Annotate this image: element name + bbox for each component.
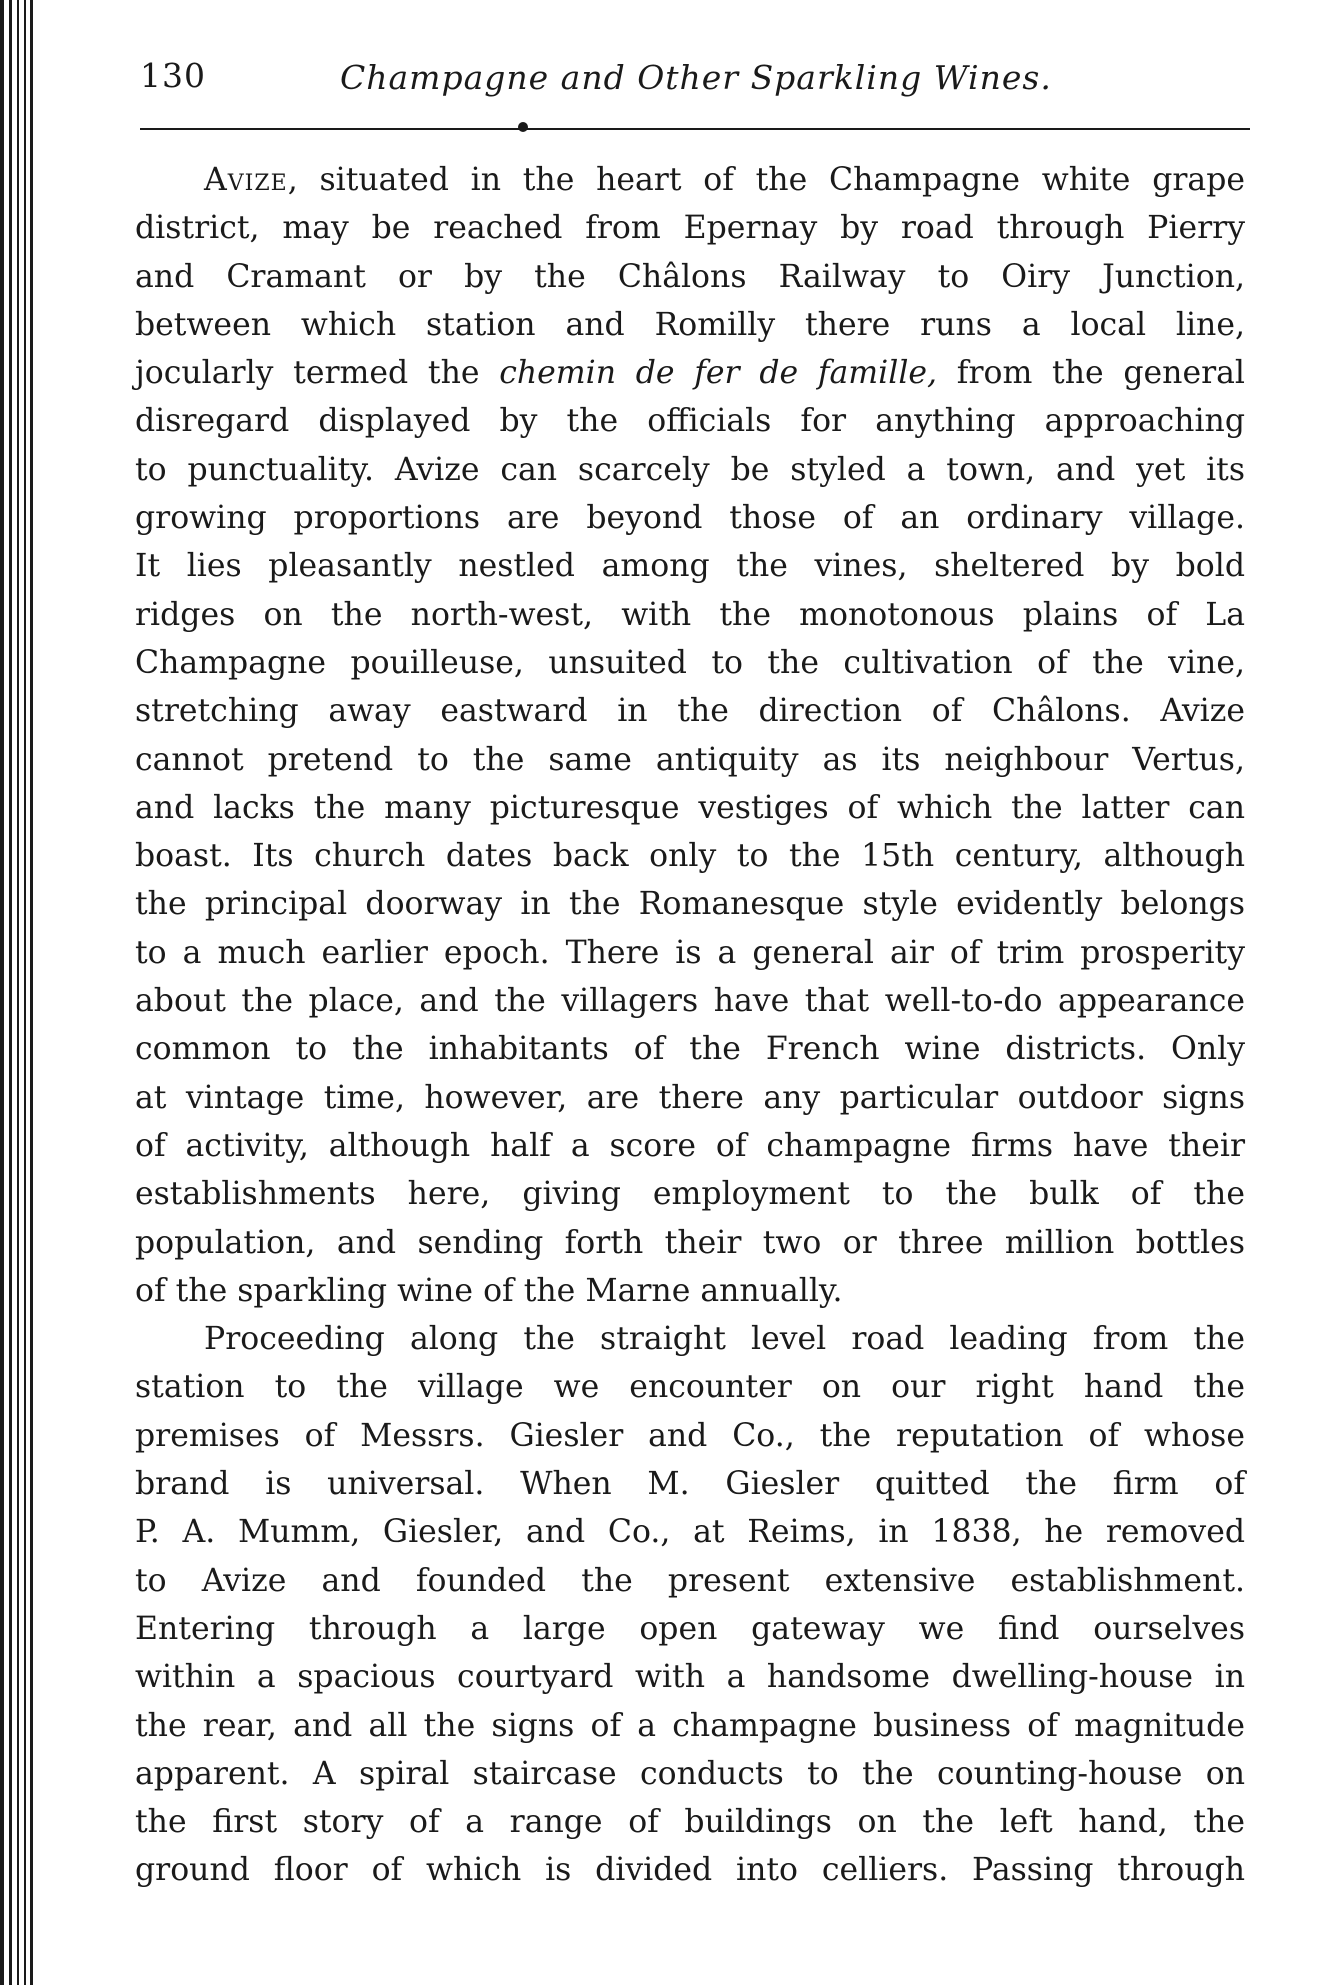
text-line: of the sparkling wine of the Marne annually.: [135, 1272, 843, 1309]
italic-phrase: chemin de fer de famille,: [499, 355, 938, 392]
text-line: growing proportions are beyond those of an ordinary village.: [135, 500, 1245, 537]
text-line: station to the village we encounter on our right hand the: [135, 1369, 1245, 1406]
paragraph-giesler: [135, 1315, 1245, 1895]
text-line: about the place, and the villagers have that well-to-do appearance: [135, 983, 1245, 1020]
text-line: the first story of a range of buildings on the left hand, the: [135, 1804, 1245, 1841]
binding-rule: [0, 0, 4, 1985]
text-line: disregard displayed by the officials for anything approaching: [135, 403, 1245, 440]
line-text: jocularly termed the: [135, 355, 500, 392]
text-line: to a much earlier epoch. There is a general air of trim prosperity: [135, 934, 1245, 971]
binding-rule: [30, 0, 33, 1985]
page-header: [140, 56, 1250, 116]
text-line: and Cramant or by the Châlons Railway to Oiry Junction,: [135, 258, 1245, 295]
header-rule: [140, 128, 1250, 130]
text-line: establishments here, giving employment to the bulk of the: [135, 1176, 1245, 1213]
text-line: district, may be reached from Epernay by road through Pierry: [135, 210, 1245, 247]
text-line: brand is universal. When M. Giesler quitted the firm of: [135, 1466, 1245, 1503]
binding-rule: [17, 0, 19, 1985]
text-line: boast. Its church dates back only to the 15th century, although: [135, 838, 1245, 875]
line-text: from the general: [937, 355, 1246, 392]
body-text: [135, 156, 1245, 1895]
text-line: population, and sending forth their two or three million bottles: [135, 1224, 1245, 1261]
text-line: Champagne pouilleuse, unsuited to the cultivation of the vine,: [135, 644, 1245, 681]
text-line: Proceeding along the straight level road leading from the: [204, 1321, 1245, 1358]
text-line: to Avize and founded the present extensive establishment.: [135, 1562, 1245, 1599]
text-line: common to the inhabitants of the French wine districts. Only: [135, 1031, 1245, 1068]
text-line: stretching away eastward in the direction of Châlons. Avize: [135, 693, 1245, 730]
text-line: apparent. A spiral staircase conducts to the counting-house on: [135, 1755, 1245, 1792]
text-line: and lacks the many picturesque vestiges of which the latter can: [135, 789, 1245, 826]
text-line: Entering through a large open gateway we find ourselves: [135, 1610, 1245, 1647]
page-number: 130: [140, 56, 206, 95]
lead-word: Avize: [204, 162, 288, 198]
header-rule-ornament: [518, 122, 528, 132]
text-line: It lies pleasantly nestled among the vines, sheltered by bold: [135, 548, 1245, 585]
text-line: ground floor of which is divided into celliers. Passing through: [135, 1852, 1245, 1889]
paragraph-avize: [135, 156, 1245, 1315]
line-text: , situated in the heart of the Champagne white grape: [287, 162, 1245, 198]
binding-rule: [24, 0, 26, 1985]
text-line: within a spacious courtyard with a handsome dwelling-house in: [135, 1659, 1245, 1696]
text-line: [135, 156, 1245, 204]
text-line: between which station and Romilly there runs a local line,: [135, 306, 1245, 343]
text-line: the principal doorway in the Romanesque style evidently belongs: [135, 886, 1245, 923]
text-line: ridges on the north-west, with the monotonous plains of La: [135, 596, 1245, 633]
text-line: cannot pretend to the same antiquity as its neighbour Vertus,: [135, 741, 1245, 778]
text-line: of activity, although half a score of champagne firms have their: [135, 1127, 1245, 1164]
binding-rule: [9, 0, 12, 1985]
text-line-italic: [135, 349, 1245, 397]
running-title: Champagne and Other Sparkling Wines.: [340, 58, 1052, 97]
text-line: at vintage time, however, are there any particular outdoor signs: [135, 1079, 1245, 1116]
text-line: premises of Messrs. Giesler and Co., the reputation of whose: [135, 1417, 1245, 1454]
text-line: to punctuality. Avize can scarcely be styled a town, and yet its: [135, 451, 1245, 488]
text-line: P. A. Mumm, Giesler, and Co., at Reims, in 1838, he removed: [135, 1514, 1245, 1551]
text-line: the rear, and all the signs of a champagne business of magnitude: [135, 1707, 1245, 1744]
